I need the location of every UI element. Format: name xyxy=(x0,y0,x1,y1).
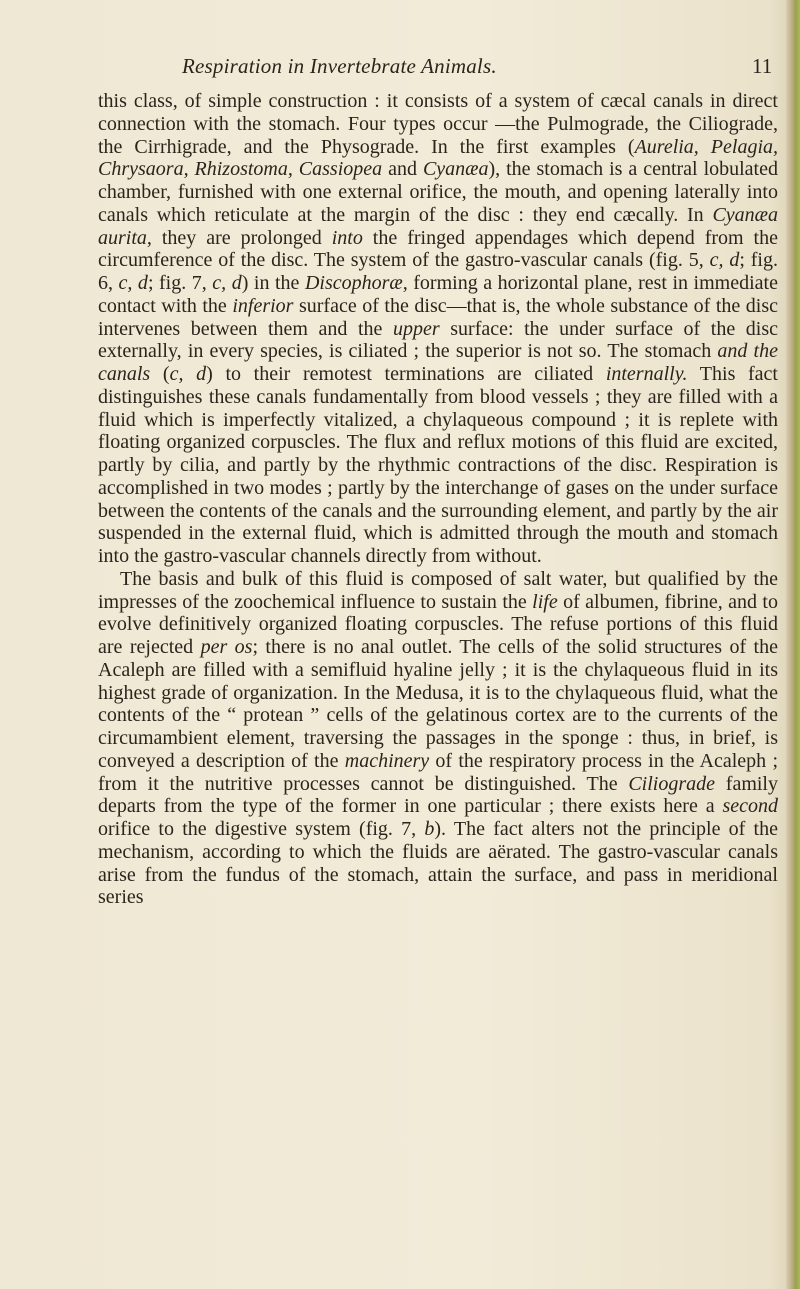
text-run: family departs from the type of the former in one particular ; there exists here a xyxy=(98,772,778,818)
text-run: ; fig. 7, xyxy=(147,272,213,294)
italic-text: per os xyxy=(200,636,253,658)
text-run: ( xyxy=(150,363,170,385)
text-run: forming a horizontal plane, rest in immediate contact with the xyxy=(98,272,778,317)
text-run: of albumen, fibrine, and to evolve definitively organized floating corpuscles. The refuse portions of this fluid are rejected xyxy=(98,590,778,658)
italic-text: Cyanæa aurita, xyxy=(98,203,778,249)
paragraph xyxy=(98,568,778,909)
text-run: of the respiratory process in the Acaleph ; from it the nutritive processes cannot be distinguished. The xyxy=(98,749,778,795)
text-run: the fringed appendages which depend from the circumference of the disc. The system of the gastro-vascular canals (fig. 5, xyxy=(98,226,778,272)
italic-text: second xyxy=(722,795,778,818)
italic-text: Aurelia, Pelagia, Chrysaora, Rhizostoma, Cassiopea xyxy=(98,135,778,181)
text-run: ) to their remotest terminations are ciliated xyxy=(206,363,606,385)
page-number: 11 xyxy=(752,54,773,78)
text-run: orifice to the digestive system (fig. 7, xyxy=(98,818,425,840)
text-run: ) in the xyxy=(241,272,305,294)
text-run: they are prolonged xyxy=(151,226,332,249)
italic-text: inferior xyxy=(232,294,294,317)
text-run: This fact distinguishes these canals fundamentally from blood vessels ; they are filled with a fluid which is imperfectly vitalized, a chylaqueous compound ; it is replete with floating organized corpuscles. The flux and reflux motions of this fluid are excited, partly by cilia, and partly by the rhythmic contractions of the disc. Respiration is accomplished in two modes ; partly by the interchange of gases on the under surface between the contents of the canals and the surrounding element, and partly by the air suspended in the external fluid, which is admitted through the mouth and stomach into the gastro-vascular channels directly from without. xyxy=(98,363,778,567)
running-title: Respiration in Invertebrate Animals. xyxy=(182,54,497,78)
italic-text: Cyanæa xyxy=(422,158,489,181)
text-run: ), the stomach is a central lobulated chamber, furnished with one external orifice, the mouth, and opening laterally into canals which reticulate at the margin of the disc : they end cæcally. In xyxy=(98,158,778,226)
text-run: ). The fact alters not the principle of the mechanism, according to which the fluids are aërated. The gastro-vascular canals arise from the fundus of the stomach, attain the surface, and pass in meridional series xyxy=(98,818,778,909)
italic-text: c, d xyxy=(169,363,207,385)
italic-text: internally. xyxy=(605,363,688,385)
italic-text: and the canals xyxy=(98,340,778,385)
text-run: and xyxy=(382,158,423,181)
italic-text: life xyxy=(532,590,558,613)
text-run: surface of the disc—that is, the whole substance of the disc intervenes between them and the xyxy=(98,294,779,340)
italic-text: Ciliograde xyxy=(628,772,716,795)
italic-text: c, d xyxy=(118,272,148,294)
body-text xyxy=(98,90,778,909)
text-run: surface: the under surface of the disc externally, in every species, is ciliated ; the superior is not so. The stomach xyxy=(98,317,778,363)
italic-text: b xyxy=(424,818,435,840)
text-run: ; there is no anal outlet. The cells of the solid structures of the Acaleph are filled with a semifluid hyaline jelly ; it is the chylaqueous fluid in its highest grade of organization. In the Medusa, it is to the chylaqueous fluid, what the contents of the “ protean ” cells of the gelatinous cortex are to the currents of the circumambient element, traversing the passages in the sponge : thus, in brief, is conveyed a description of the xyxy=(98,636,778,772)
italic-text: c, d xyxy=(709,249,740,272)
page-edge xyxy=(786,0,800,1289)
italic-text: Discophoræ, xyxy=(304,272,408,294)
text-run: ; fig. 6, xyxy=(98,249,778,294)
text-run: The basis and bulk of this fluid is composed of salt water, but qualified by the impresses of the zoochemical influence to sustain the xyxy=(98,567,778,613)
italic-text: c, d xyxy=(212,272,242,294)
page-header xyxy=(0,54,800,84)
paragraph xyxy=(98,90,778,568)
italic-text: upper xyxy=(393,317,440,340)
text-run: this class, of simple construction : it consists of a system of cæcal canals in direct connection with the stomach. Four types occur —the Pulmograde, the Ciliograde, the Cirrhigrade, and the Physograde. In the first examples ( xyxy=(98,90,778,158)
italic-text: machinery xyxy=(344,749,430,772)
italic-text: into xyxy=(331,226,363,249)
